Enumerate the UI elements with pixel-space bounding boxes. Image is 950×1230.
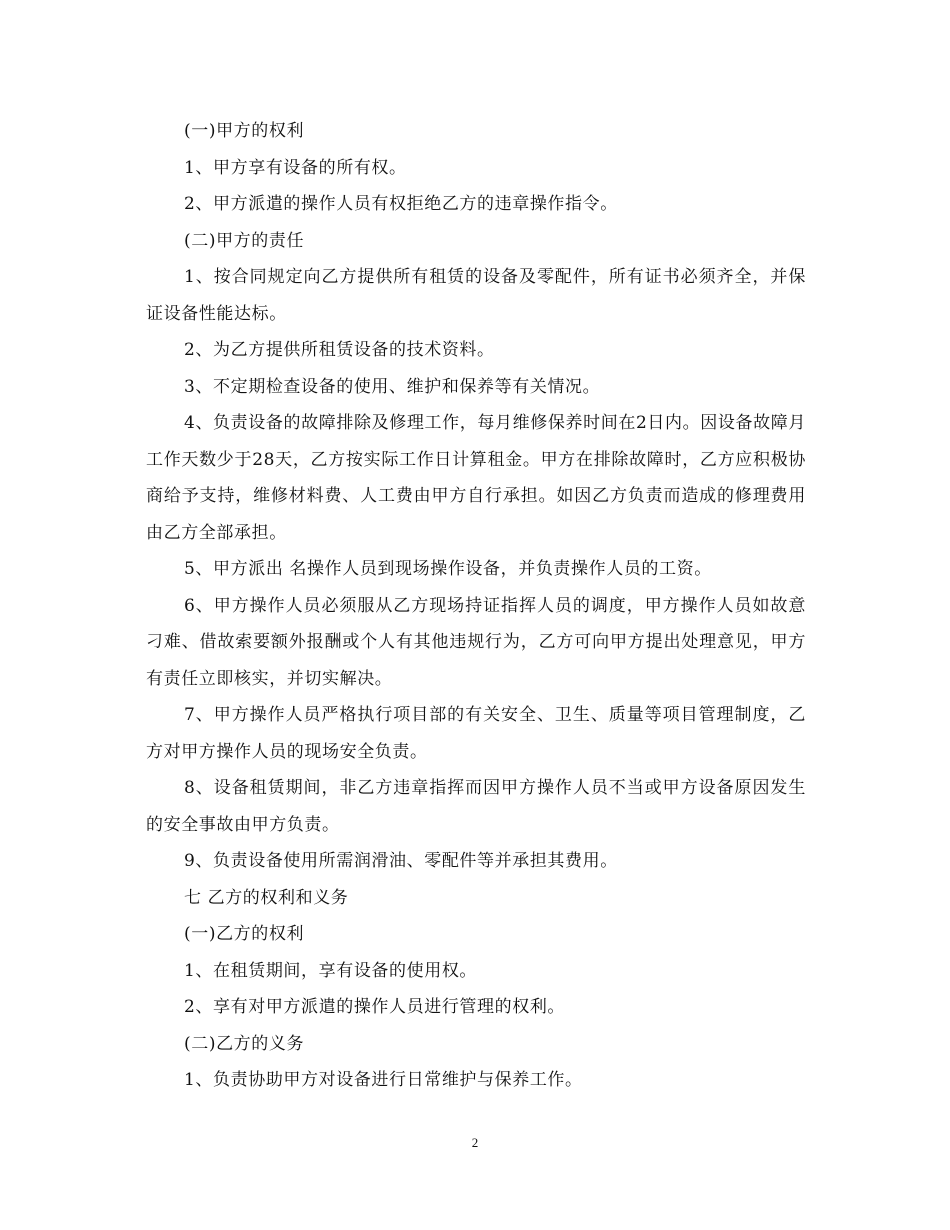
paragraph: 5、甲方派出 名操作人员到现场操作设备，并负责操作人员的工资。 bbox=[184, 559, 712, 579]
paragraph: 3、不定期检查设备的使用、维护和保养等有关情况。 bbox=[184, 376, 601, 397]
paragraph: 2、为乙方提供所租赁设备的技术资料。 bbox=[184, 340, 495, 360]
paragraph: 9、负责设备使用所需润滑油、零配件等并承担其费用。 bbox=[184, 851, 618, 871]
section-heading-party-a-rights: (一)甲方的权利 bbox=[184, 121, 305, 141]
section-heading-party-b-rights: (一)乙方的权利 bbox=[184, 924, 305, 944]
section-heading-party-b-obligations: (二)乙方的义务 bbox=[184, 1033, 305, 1054]
paragraph: 1、按合同规定向乙方提供所有租赁的设备及零配件，所有证书必须齐全，并保证设备性能达标。 bbox=[146, 267, 806, 324]
paragraph: 6、甲方操作人员必须服从乙方现场持证指挥人员的调度，甲方操作人员如故意刁难、借故索要额外报酬或个人有其他违规行为，乙方可向甲方提出处理意见，甲方有责任立即核实，并切实解决。 bbox=[146, 595, 806, 689]
paragraph: 4、负责设备的故障排除及修理工作，每月维修保养时间在2日内。因设备故障月工作天数少于28天，乙方按实际工作日计算租金。甲方在排除故障时，乙方应积极协商给予支持，维修材料费、人工费由甲方自行承担。如因乙方负责而造成的修理费用由乙方全部承担。 bbox=[146, 413, 806, 543]
section-heading-party-a-responsibilities: (二)甲方的责任 bbox=[184, 230, 305, 251]
section-heading-party-b: 七 乙方的权利和义务 bbox=[184, 887, 349, 908]
paragraph: 1、负责协助甲方对设备进行日常维护与保养工作。 bbox=[184, 1070, 583, 1090]
paragraph: 1、在租赁期间，享有设备的使用权。 bbox=[184, 960, 478, 981]
paragraph: 2、享有对甲方派遣的操作人员进行管理的权利。 bbox=[184, 997, 566, 1017]
page-number: 2 bbox=[471, 1135, 479, 1150]
paragraph: 1、甲方享有设备的所有权。 bbox=[184, 157, 407, 178]
document-body bbox=[146, 113, 806, 1099]
paragraph: 7、甲方操作人员严格执行项目部的有关安全、卫生、质量等项目管理制度，乙方对甲方操作人员的现场安全负责。 bbox=[146, 705, 806, 762]
paragraph: 8、设备租赁期间，非乙方违章指挥而因甲方操作人员不当或甲方设备原因发生的安全事故由甲方负责。 bbox=[146, 778, 806, 835]
paragraph: 2、甲方派遣的操作人员有权拒绝乙方的违章操作指令。 bbox=[184, 194, 618, 214]
